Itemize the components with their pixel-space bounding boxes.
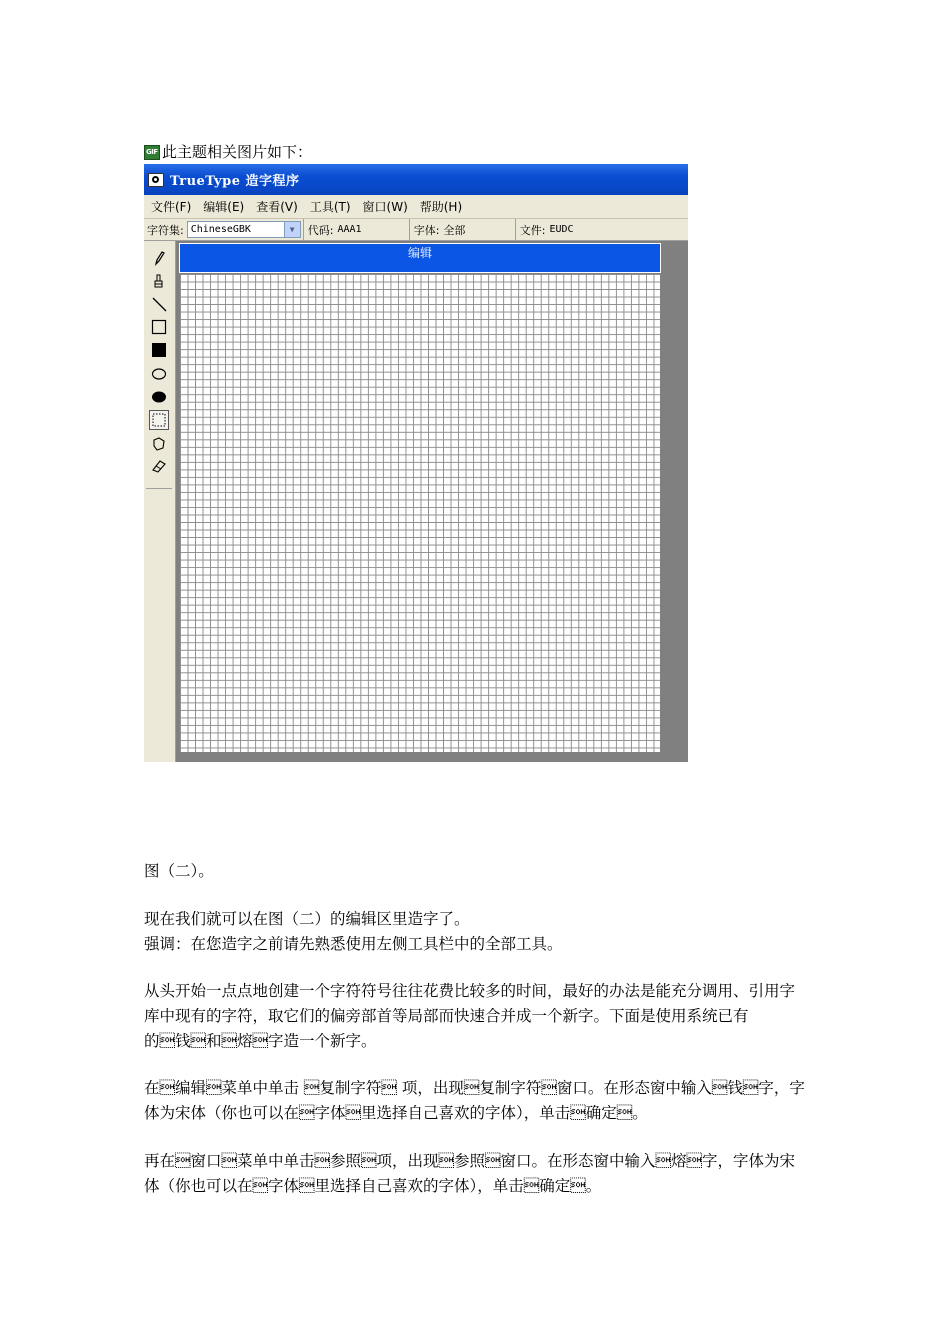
edit-pane-title: 编辑	[180, 244, 660, 272]
code-label: 代码:	[307, 223, 334, 237]
menu-tools[interactable]: 工具(T)	[309, 200, 351, 214]
figure-caption: 图（二）。	[144, 862, 214, 880]
freeform-select-icon[interactable]	[149, 434, 169, 454]
eraser-icon[interactable]	[149, 456, 169, 476]
line-icon[interactable]	[149, 294, 169, 314]
chevron-down-icon[interactable]: ▼	[284, 222, 300, 237]
font-field	[409, 219, 515, 240]
paragraph-1: 现在我们就可以在图（二）的编辑区里造字了。 强调：在您造字之前请先熟悉使用左侧工具栏中的全部工具。	[144, 910, 563, 953]
menu-file[interactable]: 文件(F)	[151, 200, 192, 214]
rect-select-icon[interactable]	[149, 410, 169, 430]
file-label: 文件:	[519, 223, 546, 237]
charset-value: ChineseGBK	[190, 224, 251, 235]
code-value: AAA1	[337, 224, 362, 235]
file-field	[515, 219, 675, 240]
paragraph-2: 从头开始一点点地创建一个字符符号往往花费比较多的时间，最好的办法是能充分调用、引用字库中现有的字符，取它们的偏旁部首等局部而快速合并成一个新字。下面是使用系统已有的钱和熔字造一个新字。	[144, 982, 796, 1050]
menu-help[interactable]: 帮助(H)	[419, 200, 463, 214]
charset-select[interactable]	[187, 221, 301, 238]
info-bar	[144, 219, 688, 241]
window-title: TrueType 造字程序	[170, 174, 300, 189]
toolbox-divider	[146, 488, 172, 489]
toolbox	[144, 241, 176, 762]
font-label: 字体:	[413, 223, 440, 237]
paragraph-4: 再在窗口菜单中单击参照项，出现参照窗口。在形态窗中输入熔字，字体为宋体（你也可以在字体里选择自己喜欢的字体），单击确定。	[144, 1152, 796, 1195]
filled-rectangle-icon[interactable]	[149, 340, 169, 360]
app-icon[interactable]	[148, 173, 164, 187]
menu-window[interactable]: 窗口(W)	[362, 200, 408, 214]
file-value: EUDC	[549, 224, 574, 235]
brush-icon[interactable]	[149, 271, 169, 291]
menu-bar	[144, 195, 688, 219]
font-value: 全部	[443, 223, 466, 237]
ellipse-icon[interactable]	[149, 364, 169, 384]
rectangle-icon[interactable]	[149, 317, 169, 337]
menu-edit[interactable]: 编辑(E)	[203, 200, 245, 214]
figure-intro-text: 此主题相关图片如下：	[162, 143, 313, 161]
paragraph-3: 在编辑菜单中单击 复制字符 项，出现复制字符窗口。在形态窗中输入钱字，字体为宋体（你也可以在字体里选择自己喜欢的字体），单击确定。	[144, 1079, 805, 1122]
gif-image-icon: GIF	[144, 145, 160, 160]
truetype-editor-window	[144, 164, 688, 762]
charset-label: 字符集:	[147, 223, 184, 237]
figure-intro	[144, 141, 312, 163]
menu-view[interactable]: 查看(V)	[256, 200, 298, 214]
code-field	[303, 219, 409, 240]
edit-pane	[178, 242, 662, 754]
filled-ellipse-icon[interactable]	[149, 387, 169, 407]
pencil-icon[interactable]	[149, 248, 169, 268]
title-bar[interactable]	[144, 164, 688, 195]
glyph-edit-grid[interactable]	[179, 273, 661, 753]
